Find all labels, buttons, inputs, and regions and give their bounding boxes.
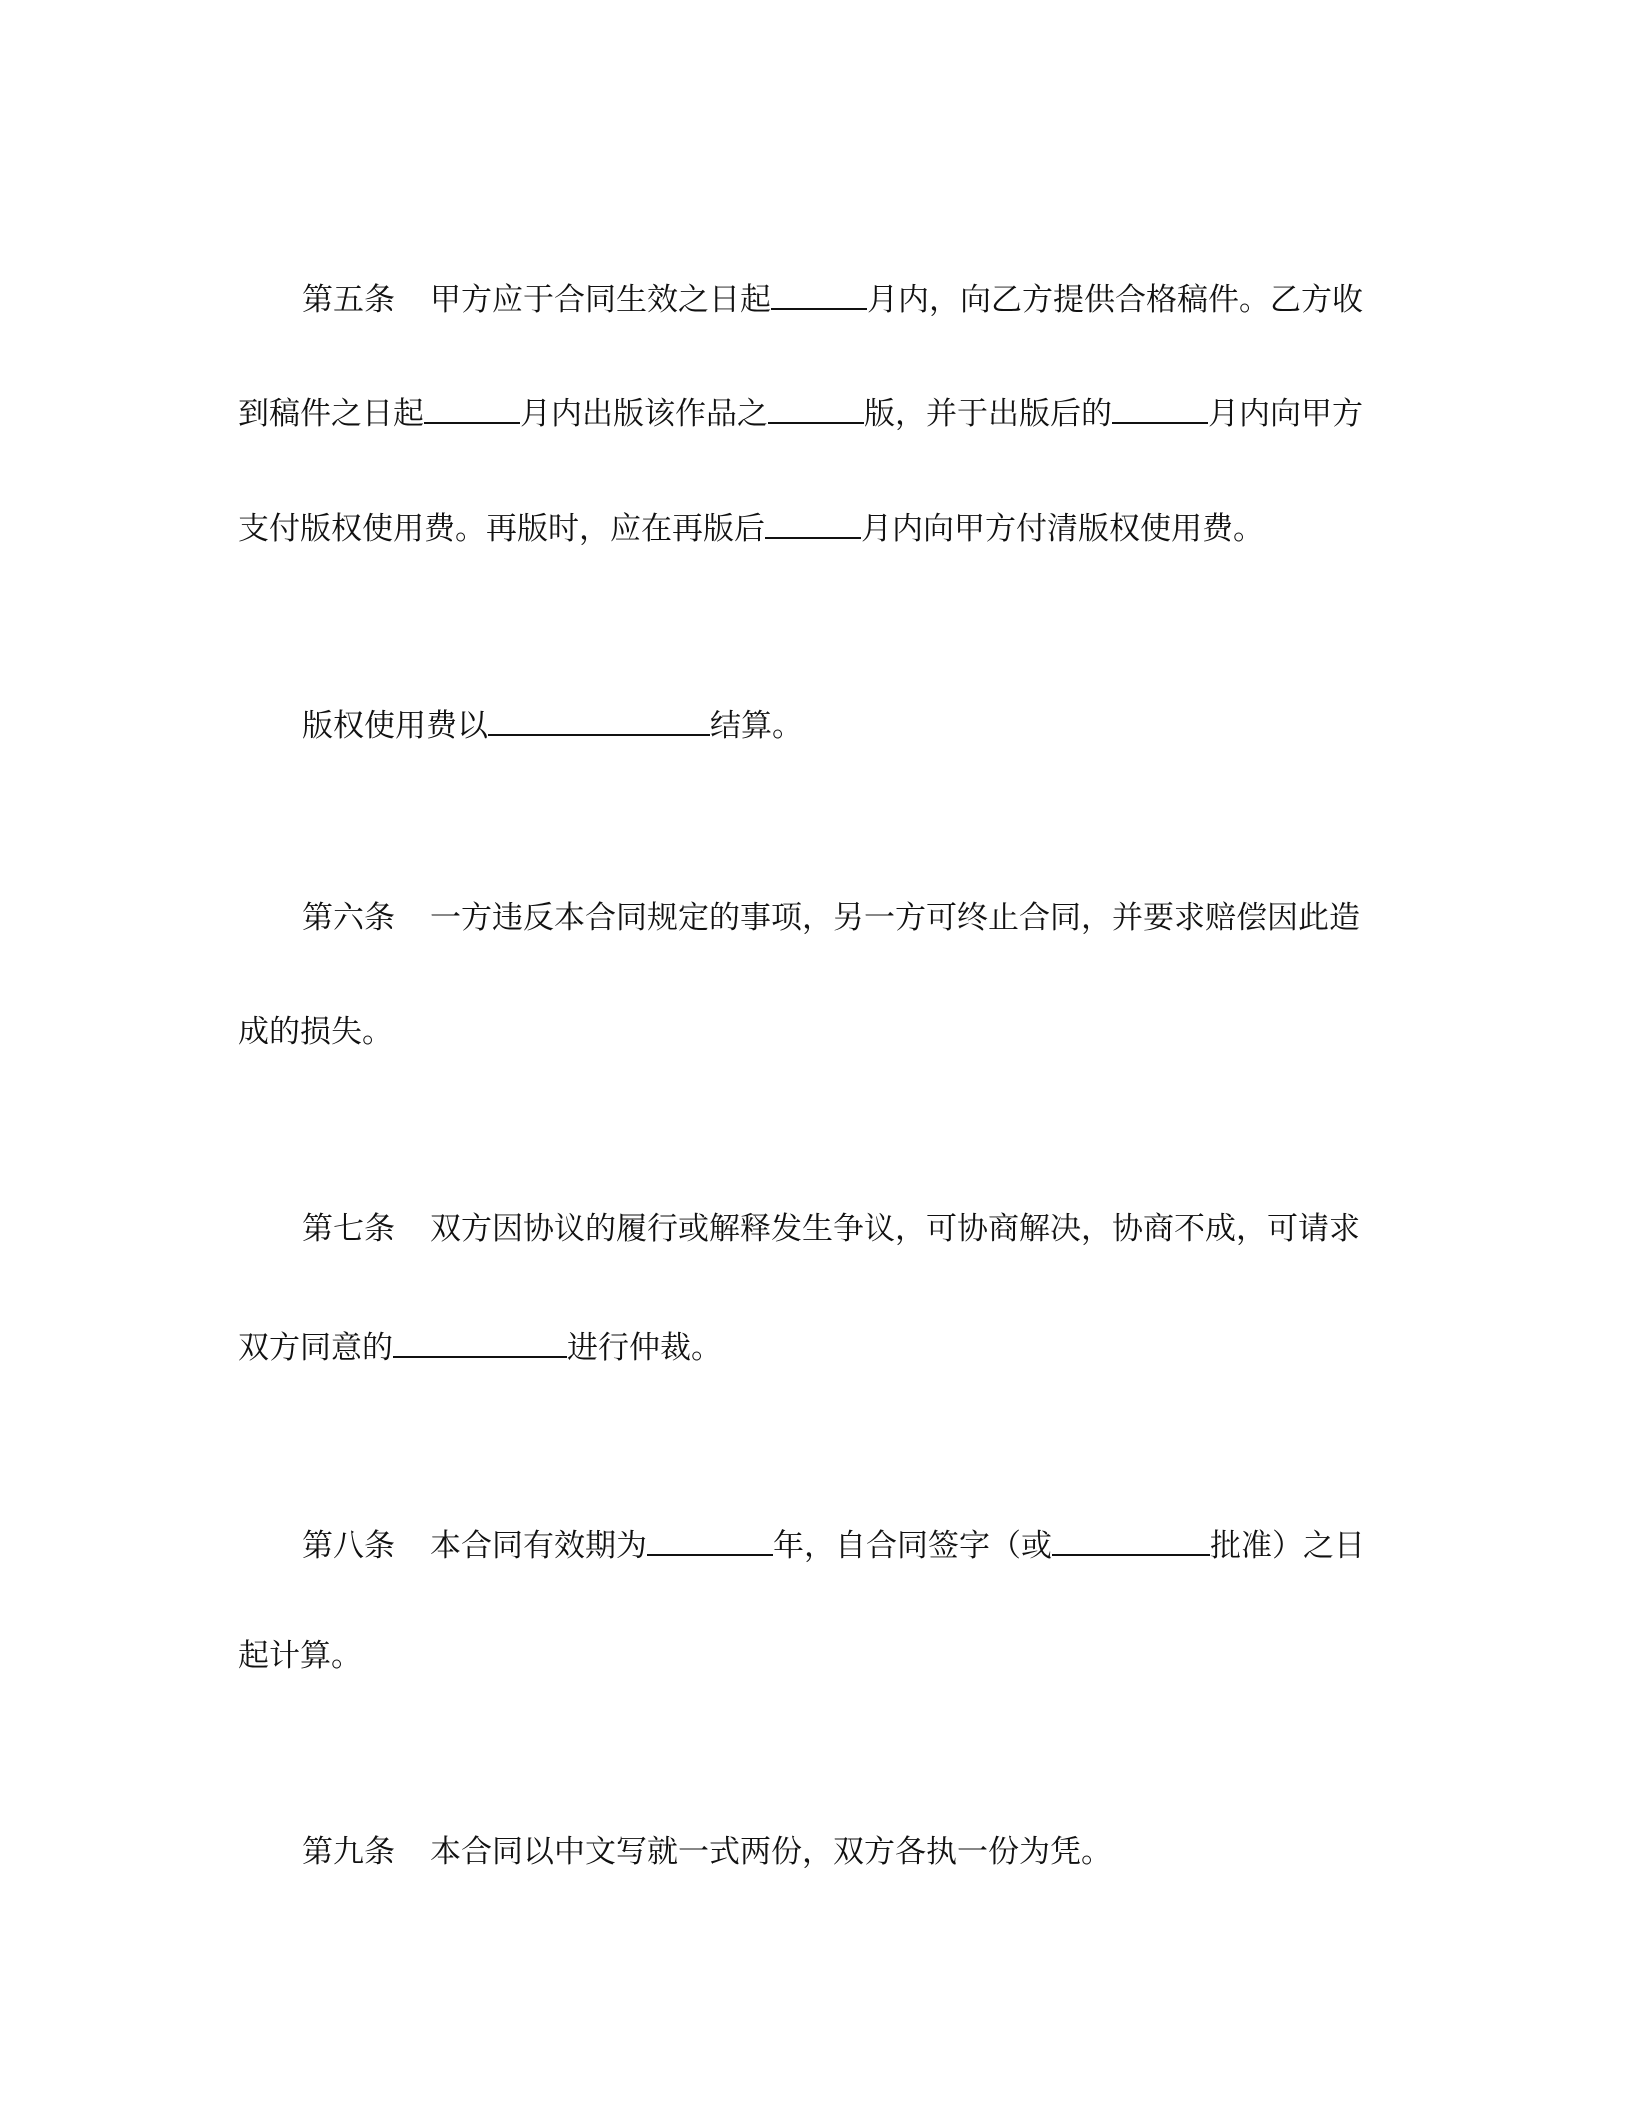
blank-field[interactable] — [768, 386, 864, 424]
article6-text: 成的损失。 — [238, 1014, 393, 1050]
fee-settlement-text: 结算。 — [710, 708, 803, 744]
article8-text: 本合同有效期为 — [430, 1528, 647, 1564]
article5-text: 支付版权使用费。再版时，应在再版后 — [238, 511, 765, 547]
article5-text: 月内向甲方付清版权使用费。 — [861, 511, 1264, 547]
blank-field[interactable] — [424, 386, 520, 424]
blank-field[interactable] — [1112, 386, 1208, 424]
article8-line1 — [302, 1518, 1365, 1566]
article7-label: 第七条 — [302, 1211, 395, 1247]
fee-settlement-line — [302, 698, 803, 746]
article5-text: 到稿件之日起 — [238, 396, 424, 432]
article9-label: 第九条 — [302, 1834, 395, 1870]
blank-field[interactable] — [488, 698, 710, 736]
article5-label: 第五条 — [302, 282, 395, 318]
blank-field[interactable] — [393, 1320, 567, 1358]
blank-field[interactable] — [771, 272, 867, 310]
blank-field[interactable] — [647, 1518, 773, 1556]
article5-text: 甲方应于合同生效之日起 — [430, 282, 771, 318]
article5-text: 月内，向乙方提供合格稿件。乙方收 — [867, 282, 1363, 318]
article8-text: 年，自合同签字（或 — [773, 1528, 1052, 1564]
article8-line2 — [238, 1632, 362, 1680]
article5-line1 — [302, 272, 1363, 320]
article8-text: 起计算。 — [238, 1638, 362, 1674]
article6-text: 一方违反本合同规定的事项，另一方可终止合同，并要求赔偿因此造 — [430, 900, 1360, 936]
article7-text: 双方同意的 — [238, 1330, 393, 1366]
article8-label: 第八条 — [302, 1528, 395, 1564]
article7-text: 双方因协议的履行或解释发生争议，可协商解决，协商不成，可请求 — [430, 1211, 1360, 1247]
article6-line2 — [238, 1008, 393, 1056]
article5-line2 — [238, 386, 1363, 434]
article5-text: 月内出版该作品之 — [520, 396, 768, 432]
article7-text: 进行仲裁。 — [567, 1330, 722, 1366]
article6-label: 第六条 — [302, 900, 395, 936]
article5-text: 月内向甲方 — [1208, 396, 1363, 432]
article8-text: 批准）之日 — [1210, 1528, 1365, 1564]
article5-line3 — [238, 501, 1264, 549]
article9-text: 本合同以中文写就一式两份，双方各执一份为凭。 — [430, 1834, 1112, 1870]
blank-field[interactable] — [1052, 1518, 1210, 1556]
article9-line1 — [302, 1828, 1112, 1876]
blank-field[interactable] — [765, 501, 861, 539]
article7-line1 — [302, 1205, 1360, 1253]
article7-line2 — [238, 1320, 722, 1368]
fee-settlement-text: 版权使用费以 — [302, 708, 488, 744]
article5-text: 版，并于出版后的 — [864, 396, 1112, 432]
article6-line1 — [302, 894, 1360, 942]
